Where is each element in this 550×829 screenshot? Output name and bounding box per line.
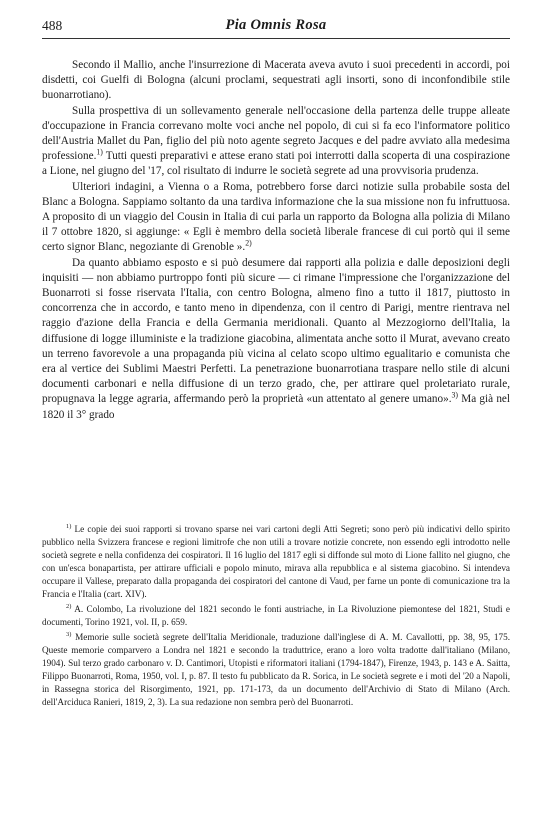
footnote-mark: 2) — [66, 602, 72, 610]
paragraph: Da quanto abbiamo esposto e si può desumere dai rapporti alla polizia e dalle deposizioni degli inquisiti — non abbiamo purtroppo fonti più sicure — ci rimane l'impressione che l'organizzazione del Buonarroti si fosse riservata l'Italia, con centro Bologna, almeno fino a tutto il 1817, piuttosto in concorrenza che in accordo, e tanto meno in dipendenza, con il centro di Parigi, mentre rientrava nel raggio d'azione della Francia e della Germania meridionali. Quanto al Mezzogiorno dell'Italia, la diffusione di logge illuministe e la tradizione giacobina, alimentata anche sotto il Murat, avevano creato un terreno favorevole a una propaganda più vicina al celato scopo ultimo egualitario e comunista che era al vertice dei Sublimi Maestri Perfetti. La penetrazione buonarrotiana traspare nello stile di alcuni documenti carbonari e nella diffusione di un terzo grado, che, per attirare quel proletariato rurale, propugnava la legge agraria, affermando però la proprietà «un attentato al genere umano».$^{3)}$ Ma già nel 1820 il 3° grado — [42, 256, 511, 421]
footnote: $^{1)}$ Le copie dei suoi rapporti si trovano sparse nei vari cartoni degli Atti Segreti; sono però più indicativi dello spirito pubblico nella Svizzera francese e regioni limitrofe che non utili a trovare notizie concrete, non essendo egli introdotto nelle società segrete e nella confidenza dei cospiratori. Il 16 luglio del 1817 egli si diffonde sul moto di Lione fallito nel giugno, che con un'esca bonapartista, per attirare ufficiali e popolo minuto, mirava alla repubblica e al sistema giacobino. Si intendeva occupare il Vallese, preparato dalla propaganda dei cospiratori del cantone di Vaud, per farne un ponte di comunicazione tra la Francia e l'Italia (cart. XIV). — [42, 522, 511, 599]
footnote: $^{2)}$ A. Colombo, La rivoluzione del 1821 secondo le fonti austriache, in La Rivoluzione piemontese del 1821, Studi e documenti, Torino 1921, vol. II, p. 659. — [42, 602, 510, 627]
footnote-mark: 1) — [66, 522, 72, 530]
running-title: Pia Omnis Rosa — [225, 17, 327, 33]
footnote: $^{3)}$ Memorie sulle società segrete dell'Italia Meridionale, traduzione dall'inglese di A. M. Cavallotti, pp. 38, 95, 175. Queste memorie comparvero a Londra nel 1821 e secondo la traduttrice, erano a loro volta tradotte dall'italiano (Milano, 1904). Sul terzo grado carbonaro v. D. Cantimori, Utopisti e riformatori italiani (1794-1847), Firenze, 1943, p. 143 e A. Saitta, Filippo Buonarroti, Roma, 1950, vol. I, p. 87. Il testo fu pubblicato da R. Sorica, in Le società segrete e i moti del '20 a Napoli, in Rassegna storica del Risorgimento, 1921, pp. 171-173, da un documento dell'Archivio di Stato di Milano (Arch. dell'Arciduca Ranieri, 1819, 2, 3). La sua redazione non sembra però del Buonarroti. — [42, 630, 510, 707]
footnote-ref: 1) — [96, 147, 103, 157]
main-text — [42, 58, 510, 423]
paragraph: Ulteriori indagini, a Vienna o a Roma, potrebbero forse darci notizie sulla probabile sosta del Blanc a Bologna. Sappiamo soltanto da una tardiva informazione che la sua missione non fu infruttuosa. A proposito di un viaggio del Cousin in Italia di cui parla un rapporto da Bologna alla polizia di Milano il 7 ottobre 1820, si aggiunge: « Egli è membro della società liberale francese di cui portò qui il seme certo signor Blanc, negoziante di Grenoble ».$^{2)}$ — [42, 180, 510, 254]
footnote-ref: 3) — [451, 390, 459, 400]
running-header — [42, 18, 510, 39]
paragraph: Secondo il Mallio, anche l'insurrezione di Macerata aveva avuto i suoi precedenti in accordi, poi disdetti, coi Guelfi di Bologna (alcuni proclami, sequestrati agli insorti, sono di inconfondibile stile buonarrotiano). — [42, 59, 510, 102]
footnote-ref: 2) — [245, 238, 252, 248]
footnotes — [42, 523, 510, 711]
paragraph: Sulla prospettiva di un sollevamento generale nell'occasione della partenza delle truppe alleate d'occupazione in Francia correvano molte voci anche nel popolo, di cui si fa eco l'informatore politico dell'Austria Mallet du Pan, figlio del più noto agente segreto Jacques e del padre avviato alla medesima professione.$^{1)}$ Tutti questi preparativi e attese erano stati poi interrotti dalla scoperta di una cospirazione a Lione, nel giugno del '17, col risultato di indurre le società segrete ad una provvisoria prudenza. — [42, 104, 510, 178]
footnote-mark: 3) — [66, 630, 72, 638]
page-number: 488 — [42, 18, 63, 33]
